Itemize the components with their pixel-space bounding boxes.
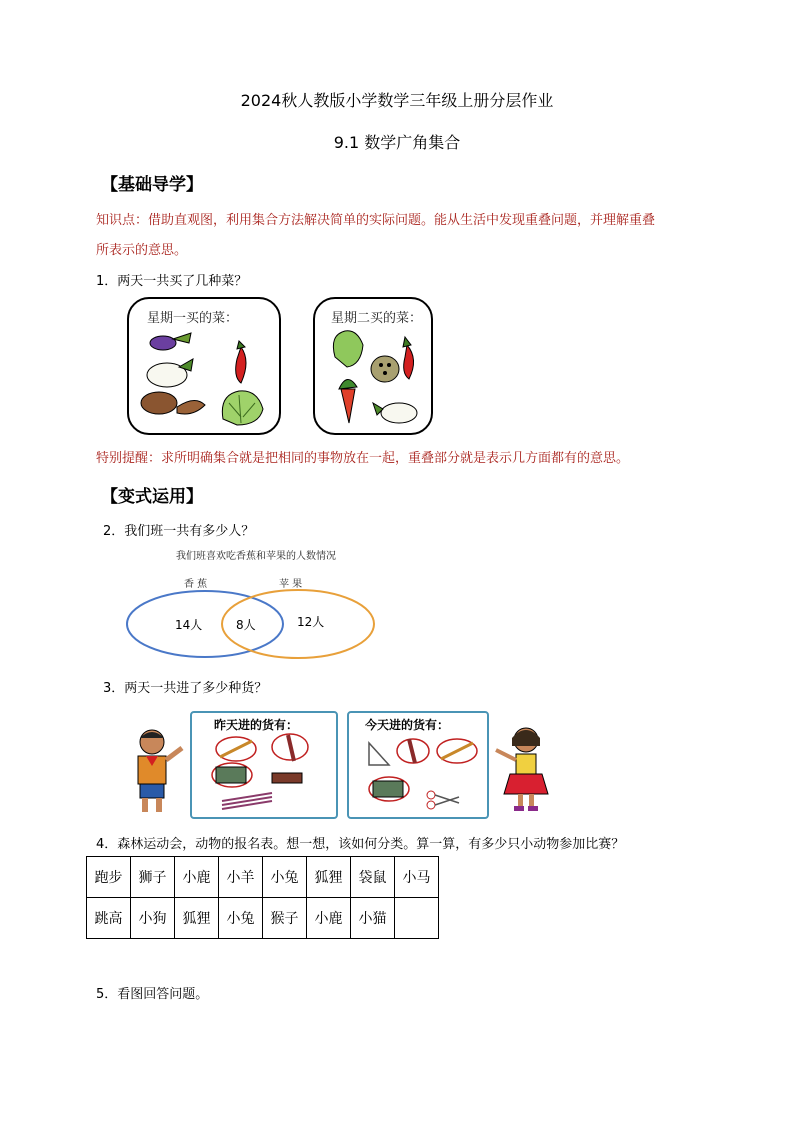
question-5: 5．看图回答问题。 [96, 987, 209, 1002]
venn-right-label: 苹 果 [279, 579, 303, 590]
table-cell: 小兔 [263, 857, 307, 898]
venn-right-value: 12人 [297, 615, 325, 629]
question-1: 1．两天一共买了几种菜？ [96, 274, 248, 289]
question-4: 4．森林运动会，动物的报名表。想一想，该如何分类。算一算，有多少只小动物参加比赛？ [96, 837, 625, 852]
venn-middle-value: 8人 [236, 618, 256, 632]
table-cell: 跳高 [87, 898, 131, 939]
table-cell: 狐狸 [175, 898, 219, 939]
table-cell: 小马 [395, 857, 439, 898]
venn-circle-banana [127, 591, 283, 657]
table-cell: 狮子 [131, 857, 175, 898]
today-goods-illustration [349, 713, 487, 817]
tuesday-label: 星期二买的菜： [331, 311, 423, 326]
special-tip: 特别提醒：求所明确集合就是把相同的事物放在一起，重叠部分就是表示几方面都有的意思。 [96, 451, 630, 466]
venn-left-label: 香 蕉 [184, 579, 208, 590]
monday-vegetables-illustration [129, 299, 279, 433]
monday-label: 星期一买的菜： [147, 311, 239, 326]
table-cell: 跑步 [87, 857, 131, 898]
today-goods-label: 今天进的货有： [365, 718, 450, 732]
section-heading-variation: 【变式运用】 [101, 487, 203, 507]
venn-left-value: 14人 [175, 618, 203, 632]
knowledge-point-cont: 所表示的意思。 [96, 243, 188, 258]
table-cell: 狐狸 [307, 857, 351, 898]
boy-illustration [124, 726, 184, 816]
venn-title: 我们班喜欢吃香蕉和苹果的人数情况 [176, 551, 336, 562]
page-subtitle: 9.1 数学广角集合 [333, 133, 461, 152]
table-cell: 小兔 [219, 898, 263, 939]
table-cell: 小狗 [131, 898, 175, 939]
table-cell: 袋鼠 [351, 857, 395, 898]
question-2: 2．我们班一共有多少人？ [103, 524, 255, 539]
monday-vegetables-box [127, 297, 281, 435]
table-cell: 小羊 [219, 857, 263, 898]
section-heading-basic: 【基础导学】 [101, 175, 203, 195]
tuesday-vegetables-box [313, 297, 433, 435]
yesterday-goods-illustration [192, 713, 336, 817]
yesterday-goods-panel [190, 711, 338, 819]
table-row-high-jump [87, 898, 439, 939]
table-cell: 小鹿 [175, 857, 219, 898]
table-cell: 小鹿 [307, 898, 351, 939]
table-row-running [87, 857, 439, 898]
signup-table [86, 856, 439, 939]
knowledge-point: 知识点：借助直观图，利用集合方法解决简单的实际问题。能从生活中发现重叠问题，并理解重叠 [96, 213, 656, 228]
girl-illustration [492, 722, 558, 814]
question-3: 3．两天一共进了多少种货？ [103, 681, 268, 696]
table-cell [395, 898, 439, 939]
yesterday-goods-label: 昨天进的货有： [214, 718, 299, 732]
table-cell: 小猫 [351, 898, 395, 939]
today-goods-panel [347, 711, 489, 819]
table-cell: 猴子 [263, 898, 307, 939]
tuesday-vegetables-illustration [315, 299, 431, 433]
page-title: 2024秋人教版小学数学三年级上册分层作业 [240, 91, 554, 110]
